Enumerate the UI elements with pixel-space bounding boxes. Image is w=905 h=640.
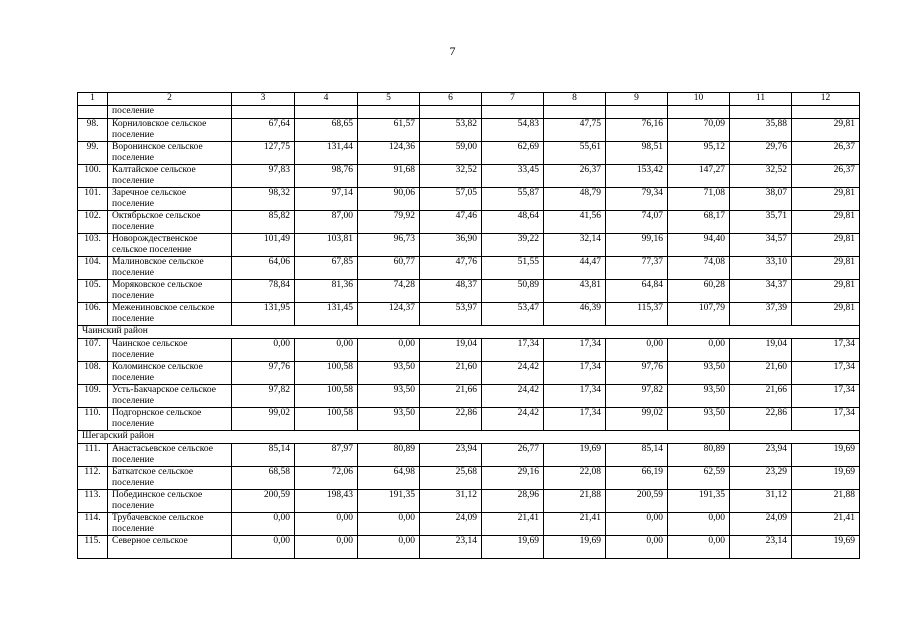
value-cell-col-7: 53,47 bbox=[482, 303, 544, 326]
settlement-name: Октябрьское сельское поселение bbox=[108, 211, 232, 234]
value-cell-col-9: 66,19 bbox=[606, 467, 668, 490]
value-cell-col-10: 74,08 bbox=[668, 257, 730, 280]
value-cell-col-5: 191,35 bbox=[358, 490, 420, 513]
value-cell-col-5: 0,00 bbox=[358, 513, 420, 536]
table-row bbox=[78, 385, 860, 408]
value-cell-col-4: 100,58 bbox=[295, 385, 358, 408]
value-cell-col-3: 0,00 bbox=[232, 339, 295, 362]
table-row bbox=[78, 303, 860, 326]
table-row bbox=[78, 280, 860, 303]
value-cell-col-7: 54,83 bbox=[482, 119, 544, 142]
value-cell-col-12: 29,81 bbox=[792, 303, 860, 326]
value-cell-col-8: 17,34 bbox=[544, 385, 606, 408]
value-cell-col-12: 19,69 bbox=[792, 444, 860, 467]
value-cell-col-5: 96,73 bbox=[358, 234, 420, 257]
settlement-name: Коломинское сельское поселение bbox=[108, 362, 232, 385]
column-header-10: 10 bbox=[668, 93, 730, 106]
row-number: 114. bbox=[78, 513, 108, 536]
settlement-name: Подгорнское сельское поселение bbox=[108, 408, 232, 431]
value-cell-col-7: 48,64 bbox=[482, 211, 544, 234]
table-row bbox=[78, 234, 860, 257]
value-cell-col-6: 53,97 bbox=[420, 303, 482, 326]
table-row bbox=[78, 257, 860, 280]
value-cell-col-8: 46,39 bbox=[544, 303, 606, 326]
value-cell-col-5: 93,50 bbox=[358, 408, 420, 431]
value-cell-col-7: 55,87 bbox=[482, 188, 544, 211]
value-cell-col-11: 29,76 bbox=[730, 142, 792, 165]
value-cell-col-3: 97,83 bbox=[232, 165, 295, 188]
value-cell-col-8: 43,81 bbox=[544, 280, 606, 303]
column-header-11: 11 bbox=[730, 93, 792, 106]
value-cell-col-8: 41,56 bbox=[544, 211, 606, 234]
settlement-name: поселение bbox=[108, 106, 232, 119]
value-cell-col-9: 200,59 bbox=[606, 490, 668, 513]
column-header-7: 7 bbox=[482, 93, 544, 106]
table-row bbox=[78, 339, 860, 362]
value-cell-col-8: 22,08 bbox=[544, 467, 606, 490]
value-cell-col-6: 32,52 bbox=[420, 165, 482, 188]
value-cell-col-5: 0,00 bbox=[358, 339, 420, 362]
value-cell-col-5: 124,37 bbox=[358, 303, 420, 326]
value-cell-col-8: 17,34 bbox=[544, 408, 606, 431]
value-cell-col-12: 29,81 bbox=[792, 234, 860, 257]
row-number: 105. bbox=[78, 280, 108, 303]
value-cell-col-7: 39,22 bbox=[482, 234, 544, 257]
value-cell-col-4: 81,36 bbox=[295, 280, 358, 303]
value-cell-col-11: 23,14 bbox=[730, 536, 792, 559]
value-cell-col-7: 29,16 bbox=[482, 467, 544, 490]
page-number: 7 bbox=[449, 44, 456, 58]
row-number: 102. bbox=[78, 211, 108, 234]
value-cell-col-12: 21,88 bbox=[792, 490, 860, 513]
table-row bbox=[78, 408, 860, 431]
value-cell-col-7: 24,42 bbox=[482, 362, 544, 385]
column-header-5: 5 bbox=[358, 93, 420, 106]
value-cell-col-3: 97,76 bbox=[232, 362, 295, 385]
value-cell-col-10: 80,89 bbox=[668, 444, 730, 467]
row-number: 100. bbox=[78, 165, 108, 188]
column-header-8: 8 bbox=[544, 93, 606, 106]
continuation-row bbox=[78, 106, 860, 119]
value-cell-col-5: 64,98 bbox=[358, 467, 420, 490]
value-cell-col-4: 0,00 bbox=[295, 339, 358, 362]
value-cell-col-7: 21,41 bbox=[482, 513, 544, 536]
value-cell-col-8: 26,37 bbox=[544, 165, 606, 188]
value-cell-col-12: 29,81 bbox=[792, 188, 860, 211]
value-cell-col-4: 131,44 bbox=[295, 142, 358, 165]
value-cell-col-7: 51,55 bbox=[482, 257, 544, 280]
settlement-name: Северное сельское bbox=[108, 536, 232, 559]
column-header-12: 12 bbox=[792, 93, 860, 106]
value-cell-col-9: 99,16 bbox=[606, 234, 668, 257]
value-cell-col-7: 19,69 bbox=[482, 536, 544, 559]
value-cell-col-10: 68,17 bbox=[668, 211, 730, 234]
value-cell-col-3: 98,32 bbox=[232, 188, 295, 211]
value-cell-col-9: 97,82 bbox=[606, 385, 668, 408]
value-cell-col-6: 36,90 bbox=[420, 234, 482, 257]
value-cell-col-3: 200,59 bbox=[232, 490, 295, 513]
table-row bbox=[78, 188, 860, 211]
value-cell-col-4: 97,14 bbox=[295, 188, 358, 211]
value-cell-col-8: 48,79 bbox=[544, 188, 606, 211]
row-number: 109. bbox=[78, 385, 108, 408]
value-cell-col-12: 29,81 bbox=[792, 119, 860, 142]
value-cell-col-12: 17,34 bbox=[792, 385, 860, 408]
value-cell-col-10: 94,40 bbox=[668, 234, 730, 257]
value-cell-col-6: 47,76 bbox=[420, 257, 482, 280]
row-number: 112. bbox=[78, 467, 108, 490]
value-cell-col-7: 26,77 bbox=[482, 444, 544, 467]
value-cell-col-11: 22,86 bbox=[730, 408, 792, 431]
value-cell-col-8: 17,34 bbox=[544, 339, 606, 362]
value-cell-col-6: 21,60 bbox=[420, 362, 482, 385]
row-number: 103. bbox=[78, 234, 108, 257]
value-cell-col-7: 50,89 bbox=[482, 280, 544, 303]
value-cell-col-4: 100,58 bbox=[295, 408, 358, 431]
value-cell-col-11: 19,04 bbox=[730, 339, 792, 362]
settlement-name: Заречное сельское поселение bbox=[108, 188, 232, 211]
value-cell-col-11: 24,09 bbox=[730, 513, 792, 536]
value-cell-col-9: 85,14 bbox=[606, 444, 668, 467]
value-cell-col-9: 0,00 bbox=[606, 339, 668, 362]
value-cell-col-10: 93,50 bbox=[668, 362, 730, 385]
value-cell-col-4: 103,81 bbox=[295, 234, 358, 257]
value-cell-col-6: 57,05 bbox=[420, 188, 482, 211]
settlement-name: Корниловское сельское поселение bbox=[108, 119, 232, 142]
value-cell-col-7: 24,42 bbox=[482, 408, 544, 431]
value-cell-col-12: 26,37 bbox=[792, 165, 860, 188]
value-cell-col-5: 91,68 bbox=[358, 165, 420, 188]
value-cell-col-12: 29,81 bbox=[792, 257, 860, 280]
value-cell-col-8: 17,34 bbox=[544, 362, 606, 385]
value-cell-col-11: 21,60 bbox=[730, 362, 792, 385]
row-number: 111. bbox=[78, 444, 108, 467]
row-number bbox=[78, 106, 108, 119]
value-cell-col-11: 33,10 bbox=[730, 257, 792, 280]
table-row bbox=[78, 142, 860, 165]
value-cell-col-5: 60,77 bbox=[358, 257, 420, 280]
settlement-name: Калтайское сельское поселение bbox=[108, 165, 232, 188]
header-row bbox=[78, 93, 860, 106]
value-cell-col-3: 97,82 bbox=[232, 385, 295, 408]
value-cell-col-4: 87,00 bbox=[295, 211, 358, 234]
table-row bbox=[78, 490, 860, 513]
value-cell-col-3: 127,75 bbox=[232, 142, 295, 165]
value-cell-col-11: 34,57 bbox=[730, 234, 792, 257]
value-cell-col-11: 38,07 bbox=[730, 188, 792, 211]
value-cell-col-7: 28,96 bbox=[482, 490, 544, 513]
value-cell-col-3: 78,84 bbox=[232, 280, 295, 303]
value-cell-col-9: 97,76 bbox=[606, 362, 668, 385]
value-cell-col-9: 153,42 bbox=[606, 165, 668, 188]
settlement-name: Новорождественское сельское поселение bbox=[108, 234, 232, 257]
settlement-name: Усть-Бакчарское сельское поселение bbox=[108, 385, 232, 408]
value-cell-col-11: 34,37 bbox=[730, 280, 792, 303]
value-cell-col-8: 55,61 bbox=[544, 142, 606, 165]
value-cell-col-3: 67,64 bbox=[232, 119, 295, 142]
settlement-name: Трубачевское сельское поселение bbox=[108, 513, 232, 536]
value-cell-col-8: 21,88 bbox=[544, 490, 606, 513]
value-cell-col-8: 32,14 bbox=[544, 234, 606, 257]
value-cell-col-10: 95,12 bbox=[668, 142, 730, 165]
value-cell-col-7: 62,69 bbox=[482, 142, 544, 165]
value-cell-col-9: 79,34 bbox=[606, 188, 668, 211]
value-cell-col-4: 68,65 bbox=[295, 119, 358, 142]
row-number: 108. bbox=[78, 362, 108, 385]
value-cell-col-9: 0,00 bbox=[606, 536, 668, 559]
value-cell-col-5: 0,00 bbox=[358, 536, 420, 559]
value-cell-col-6: 21,66 bbox=[420, 385, 482, 408]
value-cell-col-4: 67,85 bbox=[295, 257, 358, 280]
value-cell-col-11: 23,29 bbox=[730, 467, 792, 490]
value-cell-col-7: 17,34 bbox=[482, 339, 544, 362]
value-cell-col-3: 101,49 bbox=[232, 234, 295, 257]
value-cell-col-9: 115,37 bbox=[606, 303, 668, 326]
value-cell-col-3: 85,82 bbox=[232, 211, 295, 234]
table-row bbox=[78, 362, 860, 385]
value-cell-col-5: 74,28 bbox=[358, 280, 420, 303]
value-cell-col-12: 17,34 bbox=[792, 362, 860, 385]
value-cell-col-6: 23,14 bbox=[420, 536, 482, 559]
column-header-4: 4 bbox=[295, 93, 358, 106]
column-header-2: 2 bbox=[108, 93, 232, 106]
value-cell-col-8: 21,41 bbox=[544, 513, 606, 536]
row-number: 115. bbox=[78, 536, 108, 559]
value-cell-col-12: 17,34 bbox=[792, 339, 860, 362]
value-cell-col-3: 68,58 bbox=[232, 467, 295, 490]
value-cell-col-6: 23,94 bbox=[420, 444, 482, 467]
value-cell-col-6: 19,04 bbox=[420, 339, 482, 362]
value-cell-col-6: 31,12 bbox=[420, 490, 482, 513]
value-cell-col-7: 33,45 bbox=[482, 165, 544, 188]
value-cell-col-10: 191,35 bbox=[668, 490, 730, 513]
district-heading-row bbox=[78, 326, 860, 339]
value-cell-col-12: 29,81 bbox=[792, 280, 860, 303]
tariff-table bbox=[77, 92, 860, 559]
value-cell-col-10: 71,08 bbox=[668, 188, 730, 211]
value-cell-col-4: 100,58 bbox=[295, 362, 358, 385]
row-number: 110. bbox=[78, 408, 108, 431]
value-cell-col-8: 19,69 bbox=[544, 444, 606, 467]
row-number: 113. bbox=[78, 490, 108, 513]
settlement-name: Баткатское сельское поселение bbox=[108, 467, 232, 490]
value-cell-col-4: 131,45 bbox=[295, 303, 358, 326]
value-cell-col-5: 93,50 bbox=[358, 362, 420, 385]
value-cell-col-3: 131,95 bbox=[232, 303, 295, 326]
value-cell-col-10: 62,59 bbox=[668, 467, 730, 490]
value-cell-col-9: 0,00 bbox=[606, 513, 668, 536]
table-row bbox=[78, 444, 860, 467]
value-cell-col-10: 0,00 bbox=[668, 339, 730, 362]
row-number: 106. bbox=[78, 303, 108, 326]
value-cell-col-4: 72,06 bbox=[295, 467, 358, 490]
value-cell-col-12: 21,41 bbox=[792, 513, 860, 536]
value-cell-col-8: 47,75 bbox=[544, 119, 606, 142]
column-header-3: 3 bbox=[232, 93, 295, 106]
table-row bbox=[78, 211, 860, 234]
value-cell-col-10: 0,00 bbox=[668, 536, 730, 559]
value-cell-col-4: 87,97 bbox=[295, 444, 358, 467]
column-header-9: 9 bbox=[606, 93, 668, 106]
value-cell-col-4: 98,76 bbox=[295, 165, 358, 188]
value-cell-col-11: 35,71 bbox=[730, 211, 792, 234]
value-cell-col-11: 32,52 bbox=[730, 165, 792, 188]
value-cell-col-7: 24,42 bbox=[482, 385, 544, 408]
value-cell-col-5: 124,36 bbox=[358, 142, 420, 165]
value-cell-col-5: 90,06 bbox=[358, 188, 420, 211]
district-heading: Шегарский район bbox=[78, 431, 860, 444]
settlement-name: Моряковское сельское поселение bbox=[108, 280, 232, 303]
value-cell-col-9: 77,37 bbox=[606, 257, 668, 280]
table-body bbox=[78, 106, 860, 559]
column-header-6: 6 bbox=[420, 93, 482, 106]
value-cell-col-6: 59,00 bbox=[420, 142, 482, 165]
value-cell-col-10: 0,00 bbox=[668, 513, 730, 536]
value-cell-col-4: 0,00 bbox=[295, 513, 358, 536]
value-cell-col-9: 99,02 bbox=[606, 408, 668, 431]
value-cell-col-5: 80,89 bbox=[358, 444, 420, 467]
value-cell-col-6: 25,68 bbox=[420, 467, 482, 490]
value-cell-col-3: 99,02 bbox=[232, 408, 295, 431]
settlement-name: Побединское сельское поселение bbox=[108, 490, 232, 513]
value-cell-col-12: 29,81 bbox=[792, 211, 860, 234]
row-number: 98. bbox=[78, 119, 108, 142]
value-cell-col-9: 98,51 bbox=[606, 142, 668, 165]
value-cell-col-11: 23,94 bbox=[730, 444, 792, 467]
value-cell-col-10: 93,50 bbox=[668, 408, 730, 431]
value-cell-col-12: 17,34 bbox=[792, 408, 860, 431]
value-cell-col-12: 19,69 bbox=[792, 536, 860, 559]
value-cell-col-5: 79,92 bbox=[358, 211, 420, 234]
value-cell-col-9: 74,07 bbox=[606, 211, 668, 234]
value-cell-col-4: 198,43 bbox=[295, 490, 358, 513]
value-cell-col-3: 0,00 bbox=[232, 536, 295, 559]
value-cell-col-10: 60,28 bbox=[668, 280, 730, 303]
value-cell-col-10: 147,27 bbox=[668, 165, 730, 188]
value-cell-col-3: 85,14 bbox=[232, 444, 295, 467]
table-row bbox=[78, 536, 860, 559]
settlement-name: Анастасьевское сельское поселение bbox=[108, 444, 232, 467]
value-cell-col-10: 107,79 bbox=[668, 303, 730, 326]
value-cell-col-12: 19,69 bbox=[792, 467, 860, 490]
table-row bbox=[78, 119, 860, 142]
value-cell-col-6: 22,86 bbox=[420, 408, 482, 431]
value-cell-col-8: 19,69 bbox=[544, 536, 606, 559]
value-cell-col-8: 44,47 bbox=[544, 257, 606, 280]
value-cell-col-6: 47,46 bbox=[420, 211, 482, 234]
row-number: 107. bbox=[78, 339, 108, 362]
value-cell-col-3: 0,00 bbox=[232, 513, 295, 536]
settlement-name: Чаинское сельское поселение bbox=[108, 339, 232, 362]
district-heading: Чаинский район bbox=[78, 326, 860, 339]
table-row bbox=[78, 513, 860, 536]
value-cell-col-4: 0,00 bbox=[295, 536, 358, 559]
column-header-1: 1 bbox=[78, 93, 108, 106]
settlement-name: Воронинское сельское поселение bbox=[108, 142, 232, 165]
value-cell-col-9: 76,16 bbox=[606, 119, 668, 142]
value-cell-col-12: 26,37 bbox=[792, 142, 860, 165]
value-cell-col-11: 21,66 bbox=[730, 385, 792, 408]
district-heading-row bbox=[78, 431, 860, 444]
value-cell-col-11: 35,88 bbox=[730, 119, 792, 142]
value-cell-col-5: 61,57 bbox=[358, 119, 420, 142]
value-cell-col-9: 64,84 bbox=[606, 280, 668, 303]
value-cell-col-5: 93,50 bbox=[358, 385, 420, 408]
value-cell-col-6: 24,09 bbox=[420, 513, 482, 536]
value-cell-col-11: 31,12 bbox=[730, 490, 792, 513]
row-number: 99. bbox=[78, 142, 108, 165]
value-cell-col-10: 93,50 bbox=[668, 385, 730, 408]
row-number: 104. bbox=[78, 257, 108, 280]
value-cell-col-3: 64,06 bbox=[232, 257, 295, 280]
value-cell-col-6: 53,82 bbox=[420, 119, 482, 142]
row-number: 101. bbox=[78, 188, 108, 211]
value-cell-col-10: 70,09 bbox=[668, 119, 730, 142]
table-row bbox=[78, 467, 860, 490]
settlement-name: Малиновское сельское поселение bbox=[108, 257, 232, 280]
settlement-name: Межениновское сельское поселение bbox=[108, 303, 232, 326]
table-row bbox=[78, 165, 860, 188]
value-cell-col-11: 37,39 bbox=[730, 303, 792, 326]
value-cell-col-6: 48,37 bbox=[420, 280, 482, 303]
